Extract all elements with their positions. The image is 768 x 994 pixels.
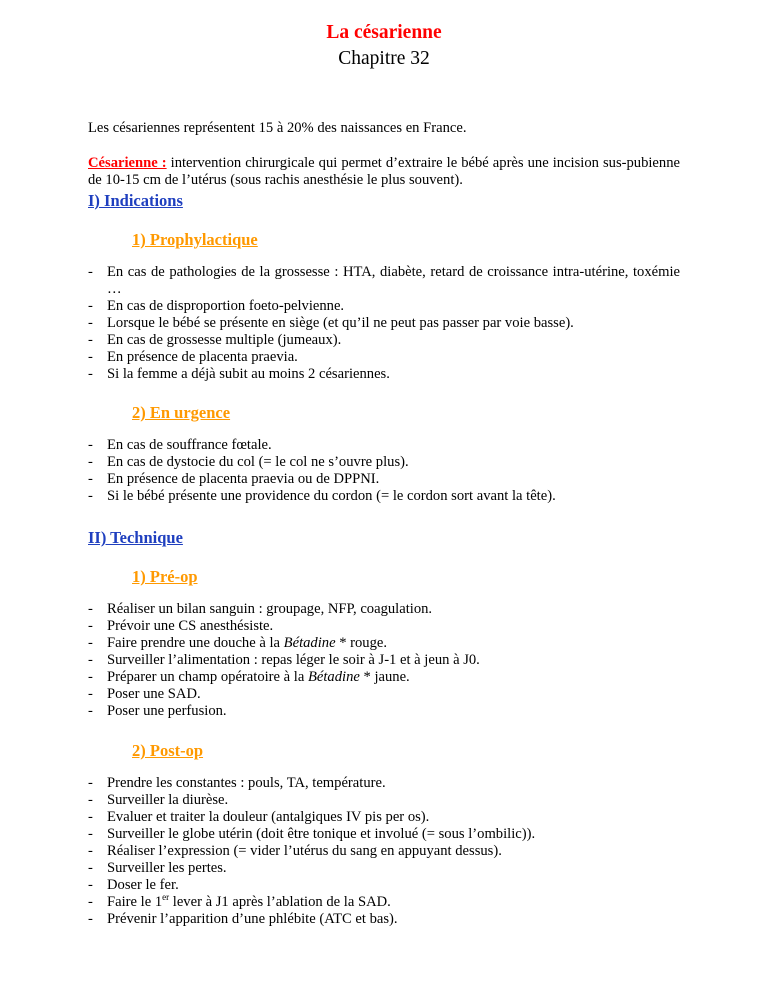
list-item-text: En présence de placenta praevia ou de DPPNI. [107, 471, 380, 487]
list-item [88, 826, 680, 843]
list-item [88, 775, 680, 792]
list-item [88, 809, 680, 826]
list-item-text: Prévoir une CS anesthésiste. [107, 618, 274, 634]
preop-list [88, 601, 680, 720]
intro-paragraph: Les césariennes représentent 15 à 20% des naissances en France. [88, 120, 467, 136]
definition-text: intervention chirurgicale qui permet d’extraire le bébé après une incision sus-pubienne de 10-15 cm de l’utérus (sous rachis anesthésie le plus souvent). [88, 155, 680, 188]
list-item-text: Poser une perfusion. [107, 703, 227, 719]
bullet-dash: - [88, 826, 93, 842]
bullet-dash: - [88, 669, 93, 685]
bullet-dash: - [88, 454, 93, 470]
list-item-text: Surveiller les pertes. [107, 860, 227, 876]
superscript: er [162, 892, 170, 903]
list-item [88, 703, 680, 720]
list-item [88, 911, 680, 928]
subsection-heading-preop: 1) Pré-op [132, 567, 198, 586]
bullet-dash: - [88, 488, 93, 504]
list-item-text: Préparer un champ opératoire à la [107, 669, 308, 685]
bullet-dash: - [88, 686, 93, 702]
list-item-text: En cas de pathologies de la grossesse : HTA, diabète, retard de croissance intra-utérine, toxémie … [107, 264, 680, 297]
bullet-dash: - [88, 860, 93, 876]
list-item [88, 454, 680, 471]
bullet-dash: - [88, 471, 93, 487]
bullet-dash: - [88, 635, 93, 651]
list-item [88, 618, 680, 635]
list-item [88, 264, 680, 298]
list-item [88, 471, 680, 488]
bullet-dash: - [88, 366, 93, 382]
list-item-text: En cas de disproportion foeto-pelvienne. [107, 298, 345, 314]
list-item-text: Réaliser un bilan sanguin : groupage, NFP, coagulation. [107, 601, 433, 617]
chapter-number: Chapitre 32 [338, 48, 430, 69]
list-item [88, 437, 680, 454]
bullet-dash: - [88, 703, 93, 719]
list-item [88, 366, 680, 383]
list-item-text: En cas de souffrance fœtale. [107, 437, 272, 453]
prophylactique-list [88, 264, 680, 383]
list-item-text: Si la femme a déjà subit au moins 2 césariennes. [107, 366, 390, 382]
bullet-dash: - [88, 775, 93, 791]
list-item [88, 877, 680, 894]
list-item [88, 601, 680, 618]
list-item [88, 488, 680, 505]
list-item-text: En cas de dystocie du col (= le col ne s’ouvre plus). [107, 454, 409, 470]
definition-term: Césarienne : [88, 155, 167, 171]
bullet-dash: - [88, 437, 93, 453]
italic-term: Bétadine [283, 635, 336, 651]
list-item-text: Faire prendre une douche à la [107, 635, 284, 651]
list-item [88, 894, 680, 911]
list-item-text: Surveiller l’alimentation : repas léger le soir à J-1 et à jeun à J0. [107, 652, 480, 668]
bullet-dash: - [88, 332, 93, 348]
list-item [88, 792, 680, 809]
list-item [88, 860, 680, 877]
bullet-dash: - [88, 843, 93, 859]
section-heading-indications: I) Indications [88, 191, 183, 210]
list-item-text: lever à J1 après l’ablation de la SAD. [169, 894, 391, 910]
subsection-heading-postop: 2) Post-op [132, 741, 204, 760]
bullet-dash: - [88, 809, 93, 825]
list-item-text: Prendre les constantes : pouls, TA, température. [107, 775, 386, 791]
bullet-dash: - [88, 894, 93, 910]
bullet-dash: - [88, 315, 93, 331]
definition-paragraph [88, 155, 680, 189]
list-item-text: Doser le fer. [107, 877, 179, 893]
urgence-list [88, 437, 680, 505]
document-title: La césarienne [326, 22, 442, 43]
list-item [88, 315, 680, 332]
italic-term: Bétadine [307, 669, 360, 685]
postop-list [88, 775, 680, 928]
bullet-dash: - [88, 877, 93, 893]
list-item-text: Evaluer et traiter la douleur (antalgiques IV pis per os). [107, 809, 430, 825]
list-item [88, 298, 680, 315]
list-item-text: Surveiller le globe utérin (doit être tonique et involué (= sous l’ombilic)). [107, 826, 536, 842]
bullet-dash: - [88, 792, 93, 808]
list-item [88, 843, 680, 860]
list-item-text: Prévenir l’apparition d’une phlébite (ATC et bas). [107, 911, 398, 927]
list-item-text: * rouge. [335, 635, 388, 651]
list-item-text: * jaune. [359, 669, 410, 685]
bullet-dash: - [88, 618, 93, 634]
list-item-text: Lorsque le bébé se présente en siège (et qu’il ne peut pas passer par voie basse). [107, 315, 574, 331]
list-item-text: Surveiller la diurèse. [107, 792, 229, 808]
list-item [88, 635, 680, 652]
list-item [88, 332, 680, 349]
list-item [88, 652, 680, 669]
list-item-text: En cas de grossesse multiple (jumeaux). [107, 332, 342, 348]
bullet-dash: - [88, 264, 93, 280]
list-item-text: Faire le 1 [107, 894, 163, 910]
list-item-text: Réaliser l’expression (= vider l’utérus du sang en appuyant dessus). [107, 843, 502, 859]
subsection-heading-urgence: 2) En urgence [132, 403, 231, 422]
section-heading-technique: II) Technique [88, 528, 183, 547]
list-item [88, 686, 680, 703]
subsection-heading-prophylactique: 1) Prophylactique [132, 230, 258, 249]
bullet-dash: - [88, 298, 93, 314]
list-item-text: Poser une SAD. [107, 686, 201, 702]
bullet-dash: - [88, 349, 93, 365]
list-item [88, 349, 680, 366]
bullet-dash: - [88, 652, 93, 668]
list-item-text: Si le bébé présente une providence du cordon (= le cordon sort avant la tête). [107, 488, 556, 504]
bullet-dash: - [88, 911, 93, 927]
list-item [88, 669, 680, 686]
list-item-text: En présence de placenta praevia. [107, 349, 298, 365]
bullet-dash: - [88, 601, 93, 617]
